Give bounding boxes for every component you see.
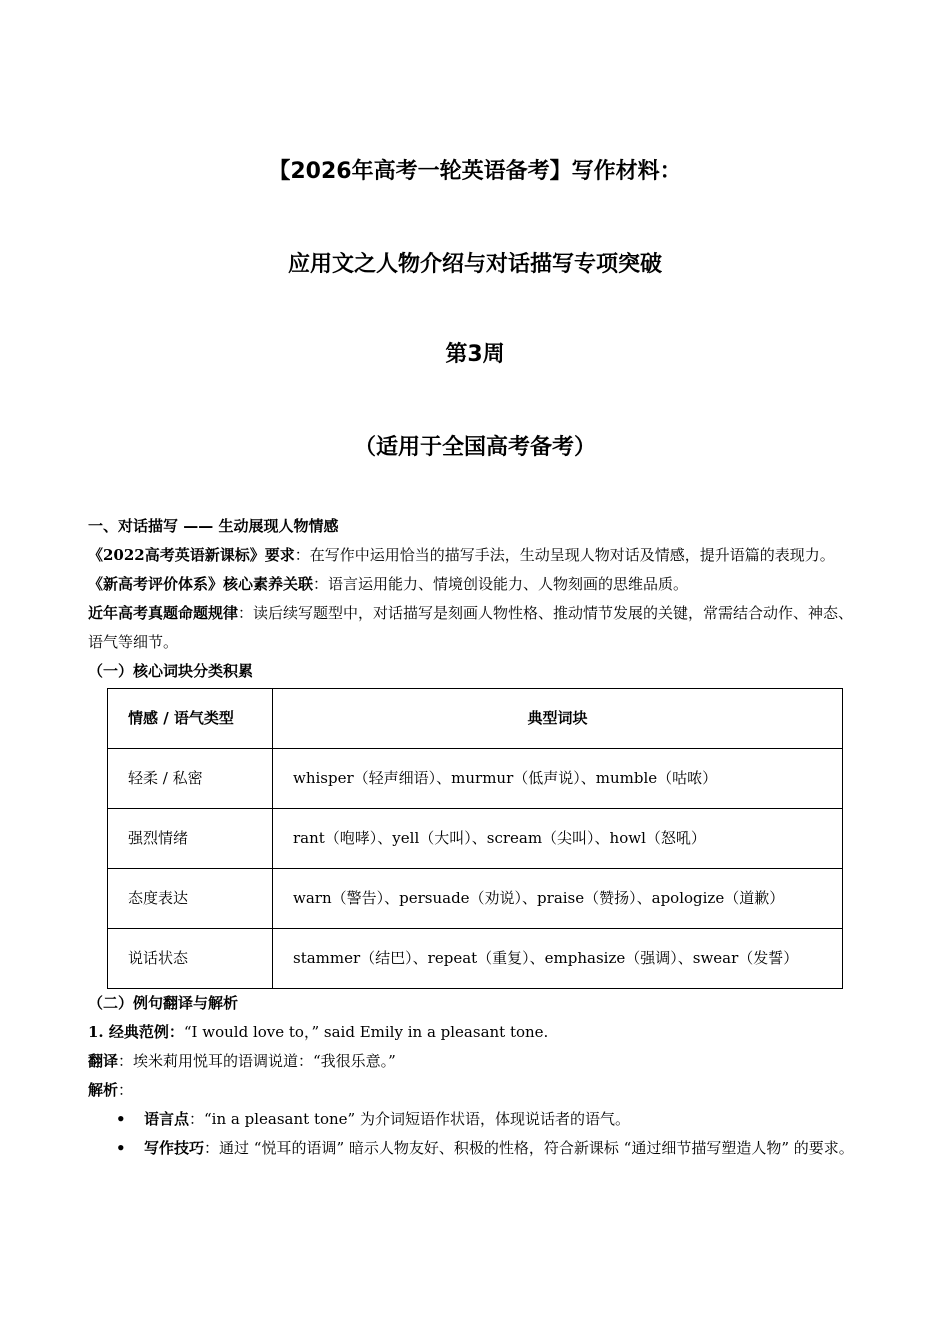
table-row	[108, 809, 843, 869]
core-label: 《新高考评价体系》核心素养关联	[88, 575, 314, 593]
table-cell-type: 强烈情绪	[108, 809, 273, 869]
analysis-paragraph	[88, 1076, 868, 1105]
title-line-3: 第3周	[445, 342, 505, 367]
translation-text: ：埃米莉用悦耳的语调说道：“我很乐意。”	[118, 1052, 396, 1070]
table-row	[108, 929, 843, 989]
requirement-paragraph	[88, 541, 868, 570]
core-text: ：语言运用能力、情境创设能力、人物刻画的思维品质。	[313, 575, 689, 593]
example-paragraph	[88, 1018, 868, 1047]
analysis-label: 解析	[88, 1081, 119, 1099]
table-cell-phrases: stammer（结巴）、repeat（重复）、emphasize（强调）、swear（发誓）	[273, 929, 843, 989]
table-cell-phrases: warn（警告）、persuade（劝说）、praise（赞扬）、apologize（道歉）	[273, 869, 843, 929]
bullet-text: ：“in a pleasant tone” 为介词短语作状语，体现说话者的语气。	[189, 1110, 630, 1128]
bullet-label: 语言点	[144, 1110, 190, 1128]
example-text: “I would love to，” said Emily in a pleasant tone.	[183, 1023, 549, 1041]
part-1-heading: （一）核心词块分类积累	[88, 662, 254, 680]
requirement-label: 《2022高考英语新课标》要求	[88, 546, 295, 564]
table-cell-type: 轻柔 / 私密	[108, 749, 273, 809]
rule-text: ：读后续写题型中，对话描写是刻画人物性格、推动情节发展的关键，常需结合动作、神态、语气等细节。	[88, 604, 854, 651]
rule-label: 近年高考真题命题规律	[88, 604, 239, 622]
title-line-2: 应用文之人物介绍与对话描写专项突破	[287, 252, 662, 277]
bullet-icon: •	[116, 1110, 126, 1128]
section-1-heading: 一、对话描写 —— 生动展现人物情感	[88, 517, 339, 535]
example-label: 1. 经典范例：	[88, 1023, 184, 1041]
list-item	[88, 1134, 868, 1163]
table-row	[108, 869, 843, 929]
document-body	[88, 512, 868, 1163]
core-paragraph	[88, 570, 868, 599]
title-line-4: （适用于全国高考备考）	[353, 435, 596, 460]
table-cell-type: 态度表达	[108, 869, 273, 929]
requirement-text: ：在写作中运用恰当的描写手法，生动呈现人物对话及情感，提升语篇的表现力。	[294, 546, 835, 564]
translation-paragraph	[88, 1047, 868, 1076]
table-header-phrases: 典型词块	[273, 689, 843, 749]
bullet-text: ：通过 “悦耳的语调” 暗示人物友好、积极的性格，符合新课标 “通过细节描写塑造人物” 的要求。	[204, 1139, 854, 1157]
part-2-heading: （二）例句翻译与解析	[88, 994, 239, 1012]
vocab-table	[107, 688, 843, 989]
bullet-icon: •	[116, 1139, 126, 1157]
table-cell-phrases: whisper（轻声细语）、murmur（低声说）、mumble（咕哝）	[273, 749, 843, 809]
table-cell-phrases: rant（咆哮）、yell（大叫）、scream（尖叫）、howl（怒吼）	[273, 809, 843, 869]
list-item	[88, 1105, 868, 1134]
title-line-1: 【2026年高考一轮英语备考】写作材料：	[268, 159, 682, 184]
table-header-type: 情感 / 语气类型	[108, 689, 273, 749]
bullet-label: 写作技巧	[144, 1139, 205, 1157]
analysis-list	[88, 1105, 868, 1163]
table-cell-type: 说话状态	[108, 929, 273, 989]
table-header-row	[108, 689, 843, 749]
rule-paragraph	[88, 599, 868, 657]
table-row	[108, 749, 843, 809]
analysis-colon: ：	[118, 1081, 134, 1099]
translation-label: 翻译	[88, 1052, 119, 1070]
